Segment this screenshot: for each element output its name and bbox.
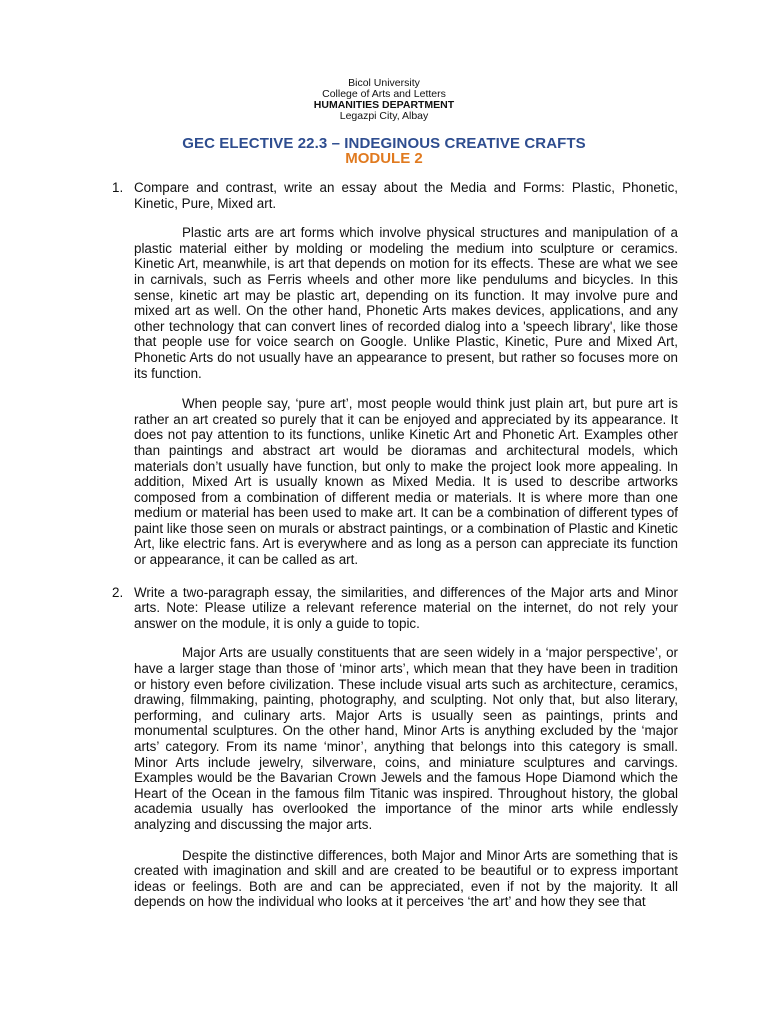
question-prompt: Compare and contrast, write an essay about the Media and Forms: Plastic, Phonetic, Kinetic, Pure, Mixed art. bbox=[134, 180, 678, 211]
question-1 bbox=[112, 180, 678, 211]
document-header bbox=[0, 78, 768, 122]
answer-paragraph: Plastic arts are art forms which involve physical structures and manipulation of a plastic material either by molding or modeling the medium into sculpture or ceramics. Kinetic Art, meanwhile, is art that depends on motion for its effects. These are what we see in carnivals, such as Ferris wheels and other more like pendulums and bicycles. In this sense, kinetic art may be plastic art, depending on its function. It may involve pure and mixed art as well. On the other hand, Phonetic Arts makes devices, applications, and any other technology that can convert lines of recorded dialog into a 'speech library', like those that people use for voice search on Google. Unlike Plastic, Kinetic, Pure and Mixed Art, Phonetic Arts do not usually have an appearance to present, but rather so focuses more on its function. bbox=[134, 225, 678, 381]
question-number: 1. bbox=[112, 180, 124, 195]
document-body bbox=[112, 180, 678, 923]
question-number: 2. bbox=[112, 584, 124, 600]
module-title: MODULE 2 bbox=[345, 150, 423, 167]
answer-paragraph: Major Arts are usually constituents that are seen widely in a ‘major perspective’, or have a larger stage than those of ‘minor arts’, which mean that they have been in tradition or history even before civilization. These include visual arts such as architecture, ceramics, drawing, filmmaking, painting, photography, and sculpting. Not only that, but also literary, performing, and culinary arts. Major Arts is usually seen as paintings, prints and monumental sculptures. On the other hand, Minor Arts is anything excluded by the ‘major arts’ category. From its name ‘minor’, anything that belongs into this category is small. Minor Arts include jewelry, silverware, coins, and miniature sculptures and carvings. Examples would be the Bavarian Crown Jewels and the famous Hope Diamond which the Heart of the Ocean in the famous film Titanic was inspired. Throughout history, the global academia usually has overlooked the importance of the minor arts while endlessly analyzing and discussing the major arts. bbox=[134, 645, 678, 832]
question-prompt: Write a two-paragraph essay, the similarities, and differences of the Major arts and Minor arts. Note: Please utilize a relevant reference material on the internet, do not rely your answer on the module, it is only a guide to topic. bbox=[134, 584, 678, 631]
location: Legazpi City, Albay bbox=[339, 110, 429, 122]
answer-paragraph: When people say, ‘pure art’, most people would think just plain art, but pure art is rather an art created so purely that it can be enjoyed and appreciated by its appearance. It does not pay attention to its functions, unlike Kinetic Art and Phonetic Art. Examples other than paintings and abstract art would be dioramas and architectural models, which materials don’t usually have function, but only to make the project look more appealing. In addition, Mixed Art is usually known as Mixed Media. It is used to describe artworks composed from a combination of different media or materials. It is where more than one medium or material has been used to make art. It can be a combination of different types of paint like those seen on murals or abstract paintings, or a combination of Plastic and Kinetic Art, like electric fans. Art is everywhere and as long as a person can appreciate its function or appearance, it can be called as art. bbox=[134, 396, 678, 568]
department-name: HUMANITIES DEPARTMENT bbox=[313, 99, 455, 111]
title-block bbox=[0, 136, 768, 167]
college-name: College of Arts and Letters bbox=[322, 88, 446, 100]
question-2 bbox=[112, 585, 678, 632]
course-title: GEC ELECTIVE 22.3 – INDEGINOUS CREATIVE CRAFTS bbox=[182, 135, 586, 152]
university-name: Bicol University bbox=[348, 77, 420, 89]
answer-paragraph: Despite the distinctive differences, both Major and Minor Arts are something that is created with imagination and skill and are created to be beautiful or to express important ideas or feelings. Both are and can be appreciated, even if not by the majority. It all depends on how the individual who looks at it perceives ‘the art’ and how they see that bbox=[134, 847, 678, 910]
